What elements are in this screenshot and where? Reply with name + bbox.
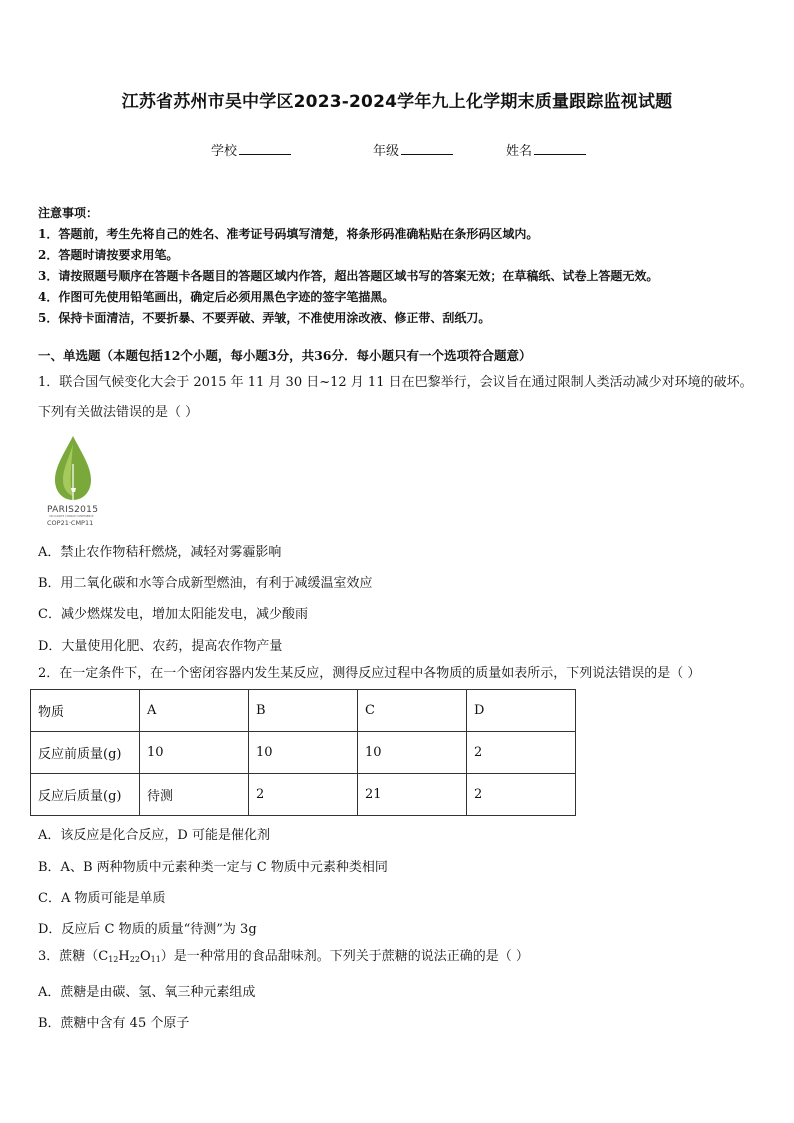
name-label: 姓名 [506, 144, 533, 159]
q3-sub-o: 11 [150, 955, 161, 964]
table-row [31, 690, 576, 732]
question-1-line-1: 1．联合国气候变化大会于 2015 年 11 月 30 日~12 月 11 日在巴黎举行，会议旨在通过限制人类活动减少对环境的破坏。 [38, 375, 753, 390]
grade-field[interactable] [373, 140, 453, 159]
table-cell: 2 [467, 774, 576, 816]
question-2-option-c[interactable]: C．A 物质可能是单质 [38, 891, 166, 906]
table-row [31, 732, 576, 774]
logo-sub-text: COP21·CMP11 [47, 519, 94, 527]
mass-table [30, 689, 576, 816]
grade-label: 年级 [373, 144, 400, 159]
table-cell: 10 [140, 732, 249, 774]
notes-heading: 注意事项： [38, 206, 99, 220]
page-title: 江苏省苏州市吴中学区2023-2024学年九上化学期末质量跟踪监视试题 [121, 92, 673, 112]
question-1-option-b[interactable]: B．用二氧化碳和水等合成新型燃油，有利于减缓温室效应 [38, 576, 373, 591]
school-blank[interactable] [239, 142, 291, 155]
question-3-option-a[interactable]: A．蔗糖是由碳、氢、氧三种元素组成 [38, 985, 256, 1000]
q3-sub-h: 22 [129, 955, 140, 964]
q3-sub-c: 12 [108, 955, 119, 964]
table-cell: 反应后质量(g) [31, 774, 140, 816]
table-cell: 反应前质量(g) [31, 732, 140, 774]
q3-prefix: 3．蔗糖（C [38, 949, 109, 964]
school-field[interactable] [211, 140, 291, 159]
note-item: 4．作图可先使用铅笔画出，确定后必须用黑色字迹的签字笔描黑。 [38, 290, 395, 304]
table-cell: C [358, 690, 467, 732]
name-blank[interactable] [534, 142, 586, 155]
question-2-stem: 2．在一定条件下，在一个密闭容器内发生某反应，测得反应过程中各物质的质量如表所示，下列说法错误的是（ ） [38, 666, 701, 681]
logo-small-text: UN CLIMATE CHANGE CONFERENCE [49, 515, 94, 518]
table-cell: B [249, 690, 358, 732]
question-2-option-d[interactable]: D．反应后 C 物质的质量“待测”为 3g [38, 922, 257, 937]
table-cell: 物质 [31, 690, 140, 732]
note-item: 1．答题前，考生先将自己的姓名、准考证号码填写清楚，将条形码准确粘贴在条形码区域内。 [38, 227, 539, 241]
note-item: 2．答题时请按要求用笔。 [38, 248, 179, 262]
paris2015-logo [47, 434, 107, 530]
logo-main-text: PARIS2015 [47, 505, 99, 515]
table-cell: 2 [249, 774, 358, 816]
question-3-option-b[interactable]: B．蔗糖中含有 45 个原子 [38, 1016, 190, 1031]
question-1-line-2: 下列有关做法错误的是（ ） [38, 405, 199, 420]
table-cell: 10 [358, 732, 467, 774]
note-item: 5．保持卡面清洁，不要折暴、不要弄破、弄皱，不准使用涂改液、修正带、刮纸刀。 [38, 311, 491, 325]
grade-blank[interactable] [401, 142, 453, 155]
notes-block [38, 203, 658, 329]
question-2-option-b[interactable]: B．A、B 两种物质中元素种类一定与 C 物质中元素种类相同 [38, 860, 388, 875]
table-row [31, 774, 576, 816]
section-heading: 一、单选题（本题包括12个小题，每小题3分，共36分．每小题只有一个选项符合题意） [38, 348, 532, 363]
q3-suffix: ）是一种常用的食品甜味剂。下列关于蔗糖的说法正确的是（ ） [160, 949, 529, 964]
table-cell: 10 [249, 732, 358, 774]
q3-h: H [118, 949, 130, 964]
note-item: 3．请按照题号顺序在答题卡各题目的答题区域内作答，超出答题区域书写的答案无效；在草稿纸、试卷上答题无效。 [38, 269, 659, 283]
q3-o: O [139, 949, 151, 964]
table-cell: 待测 [140, 774, 249, 816]
school-label: 学校 [211, 144, 238, 159]
table-cell: 2 [467, 732, 576, 774]
question-1-option-d[interactable]: D．大量使用化肥、农药，提高农作物产量 [38, 639, 283, 654]
table-cell: A [140, 690, 249, 732]
table-cell: D [467, 690, 576, 732]
name-field[interactable] [506, 140, 586, 159]
question-3-stem [38, 948, 529, 969]
question-1-option-c[interactable]: C．减少燃煤发电，增加太阳能发电，减少酸雨 [38, 607, 308, 622]
question-2-option-a[interactable]: A．该反应是化合反应，D 可能是催化剂 [38, 828, 270, 843]
question-1-option-a[interactable]: A．禁止农作物秸秆燃烧，减轻对雾霾影响 [38, 545, 282, 560]
table-cell: 21 [358, 774, 467, 816]
